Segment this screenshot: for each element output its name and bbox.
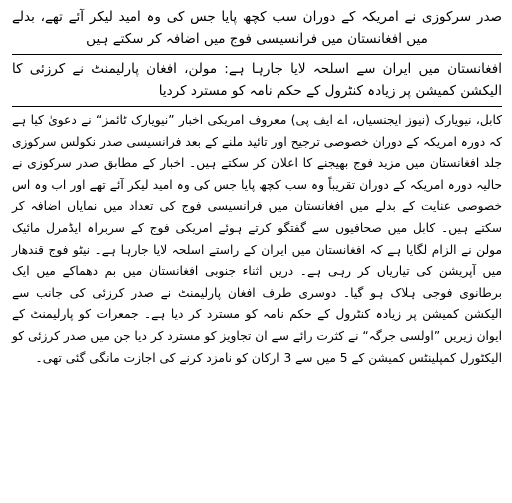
article-headline: صدر سرکوزی نے امریکہ کے دوران سب کچھ پایا جس کی وہ امید لیکر آئے تھے، بدلے میں افغانستان میں فرانسیسی فوج میں اضافہ کر سکتے ہیں [12,9,502,47]
headline-divider [12,54,502,55]
article-subheadline: افغانستان میں ایران سے اسلحہ لایا جارہا ہے: مولن، افغان پارلیمنٹ نے کرزئی کا الیکشن کمیشن پر زیادہ کنٹرول کے حکم نامہ کو مسترد کردیا [12,61,502,99]
article-body: کابل، نیویارک (نیوز ایجنسیاں، اے ایف پی) معروف امریکی اخبار ”نیویارک ٹائمز“ نے دعویٰ کیا ہے کہ دورہ امریکہ کے دوران خصوصی ترجیح اور تائید ملنے کے بعد فرانسیسی صدر نکولس سرکوزی جلد افغانستان میں مزید فوج بھیجنے کا اعلان کر سکتے ہیں۔ اخبار کے مطابق صدر سرکوزی نے حالیہ دورہ امریکہ کے دوران تقریباً وہ سب کچھ پایا جس کی وہ امید لیکر آئے تھے اور اب وہ اس خصوصی عنایت کے بدلے میں افغانستان میں فرانسیسی فوج کی تعداد میں نمایاں اضافہ کر سکتے ہیں۔ کابل میں صحافیوں سے گفتگو کرتے ہوئے امریکی فوج کے سربراہ ایڈمرل مائیک مولن نے الزام لگایا ہے کہ افغانستان میں ایران کے راستے اسلحہ لایا جارہا ہے۔ نیٹو فوج قندھار میں آپریشن کی تیاریاں کر رہی ہے۔ دریں اثناء جنوبی افغانستان میں بم دھماکے میں ایک برطانوی فوجی ہلاک ہو گیا۔ دوسری طرف افغان پارلیمنٹ نے صدر کرزئی کی جانب سے الیکشن کمیشن پر زیادہ کنٹرول کے حکم نامہ کو مسترد کر دیا ہے۔ جمعرات کو پارلیمنٹ کے ایوان زیریں ”اولسی جرگہ“ نے کثرت رائے سے ان تجاویز کو مسترد کر دیا جن میں صدر کرزئی کو الیکٹورل کمپلینٹس کمیشن کے 5 میں سے 3 ارکان کو نامزد کرنے کی اجازت مانگی گئی تھی۔ [12,113,502,365]
subheadline-divider [12,106,502,107]
